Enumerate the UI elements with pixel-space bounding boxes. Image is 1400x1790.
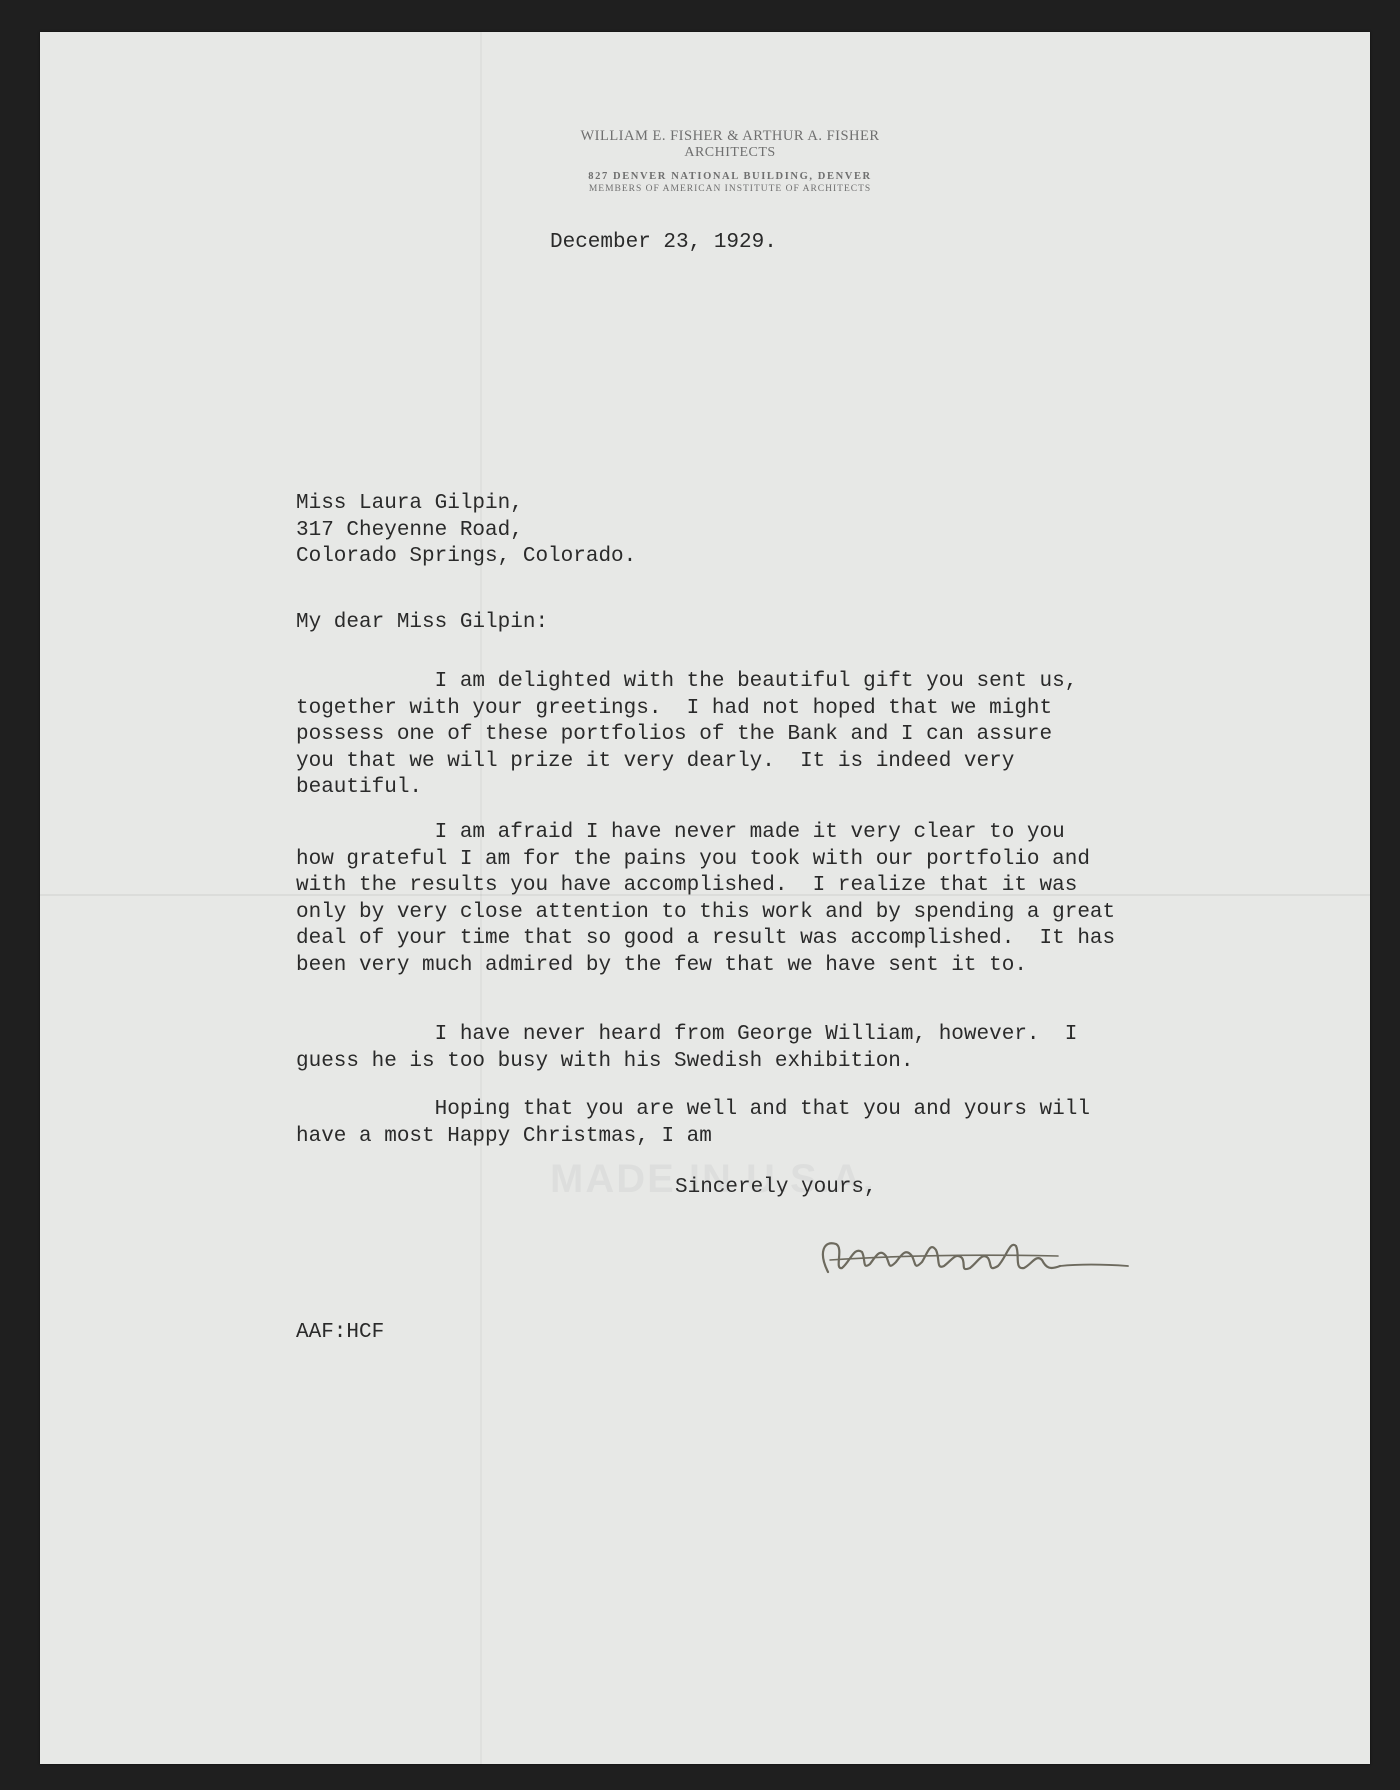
letterhead-profession: ARCHITECTS [684,145,776,160]
letterhead-membership: MEMBERS OF AMERICAN INSTITUTE OF ARCHITECTS [588,184,872,194]
typist-initials: AAF:HCF [296,1321,385,1344]
body-paragraph-4: Hoping that you are well and that you and yours will have a most Happy Christmas, I am [296,1098,1090,1148]
letter-page [40,32,1370,1764]
handwritten-signature [810,1212,1140,1292]
letter-date: December 23, 1929. [550,231,777,254]
recipient-address [296,491,636,571]
body-paragraph-1: I am delighted with the beautiful gift you sent us, together with your greetings. I had not hoped that we might possess one of these portfolios of the Bank and I can assure you that we will prize it very dearly. It is indeed very beautiful. [296,670,1078,799]
letterhead-address: 827 DENVER NATIONAL BUILDING, DENVER [588,171,872,182]
letterhead [480,128,980,195]
salutation: My dear Miss Gilpin: [296,611,549,634]
closing: Sincerely yours, [675,1176,877,1199]
body-paragraph-3: I have never heard from George William, however. I guess he is too busy with his Swedish exhibition. [296,1023,1078,1073]
recipient-line-1: Miss Laura Gilpin, [296,492,523,515]
recipient-line-3: Colorado Springs, Colorado. [296,545,637,568]
recipient-line-2: 317 Cheyenne Road, [296,518,523,542]
letterhead-firm: WILLIAM E. FISHER & ARTHUR A. FISHER [580,128,880,144]
body-paragraph-2: I am afraid I have never made it very clear to you how grateful I am for the pains you took with our portfolio and with the results you have accomplished. I realize that it was only by very close attention to this work and by spending a great deal of your time that so good a result was accomplished. It has been very much admired by the few that we have sent it to. [296,821,1116,977]
